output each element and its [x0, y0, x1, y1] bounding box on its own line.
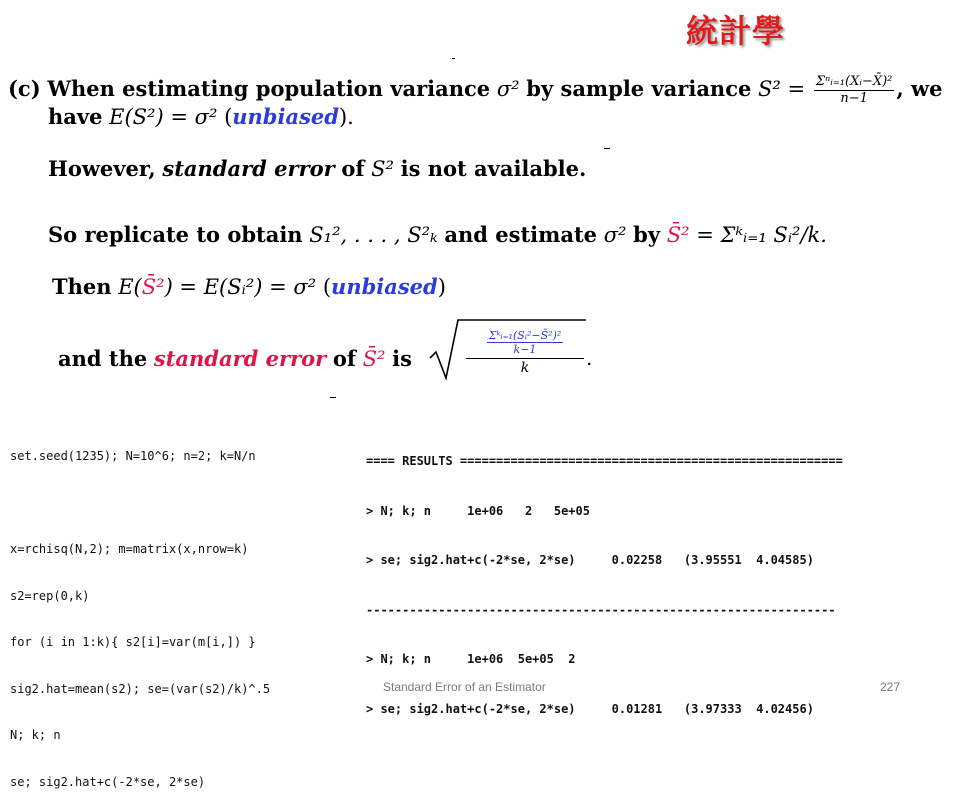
code-line: [10, 496, 270, 512]
of-word: of: [332, 346, 356, 371]
code-line: x=rchisq(N,2); m=matrix(x,nrow=k): [10, 542, 249, 556]
open-paren: (: [322, 275, 332, 299]
inner-numerator: Σᵏᵢ₌₁(Sᵢ²−S̄²)²: [488, 329, 562, 342]
equals: =: [787, 77, 806, 101]
results-line: ==== RESULTS =====================================================: [366, 454, 843, 468]
outer-denominator: k: [520, 360, 530, 376]
estimate-text: and estimate: [444, 222, 598, 247]
code-line: for (i in 1:k){ s2[i]=var(m[i,]) }: [10, 635, 256, 649]
slide-title: 統計學: [686, 12, 786, 50]
fraction-numerator: Σⁿᵢ₌₁(Xᵢ−X̄)²: [815, 74, 893, 89]
code-line: sig2.hat=mean(s2); se=(var(s2)/k)^.5: [10, 681, 271, 696]
then-word: Then: [52, 274, 112, 299]
period: .: [586, 346, 593, 370]
part-c-end: , we: [896, 76, 943, 101]
then-line: [52, 274, 446, 300]
results-line: > se; sig2.hat+c(-2*se, 2*se) 0.02258 (3.95551 4.04585): [366, 553, 814, 567]
sigma-squared: σ²: [603, 223, 627, 247]
divider-mark: [330, 397, 336, 398]
s-squared: S²: [371, 157, 394, 181]
close-paren: ): [437, 275, 446, 299]
part-c-line1: [8, 74, 942, 107]
divider-mark: [604, 148, 610, 149]
s-list: S₁², . . . , S²ₖ: [309, 223, 438, 247]
expectation-expr: E(S²) = σ²: [109, 105, 218, 129]
inner-denominator: k−1: [513, 343, 537, 356]
unbiased-label: unbiased: [232, 104, 339, 129]
standard-error-em: standard error: [162, 156, 335, 181]
code-line: N; k; n: [10, 728, 61, 742]
s-bar-squared: S̄²: [141, 275, 165, 299]
expectation-rest: ) = E(Sᵢ²) = σ²: [164, 275, 317, 299]
closing-paren: ).: [338, 105, 354, 129]
however-word: However,: [48, 156, 156, 181]
part-c-line2: have E(S²) = σ² (unbiased).: [48, 104, 354, 129]
replicate-text: So replicate to obtain: [48, 222, 303, 247]
results-line: > N; k; n 1e+06 5e+05 2: [366, 652, 576, 666]
expectation-open: E(: [118, 275, 142, 299]
s-bar-squared: S̄²: [666, 223, 690, 247]
part-c-text-mid: by sample variance: [526, 76, 752, 101]
standard-error-red: standard error: [153, 346, 327, 371]
sqrt-expression: [428, 316, 598, 382]
page-number: 227: [880, 680, 901, 694]
part-label: (c): [8, 76, 41, 101]
r-code-block: [10, 418, 270, 806]
code-line: set.seed(1235); N=10^6; n=2; k=N/n: [10, 449, 256, 463]
mean-formula: = Σᵏᵢ₌₁ Sᵢ²/k.: [696, 223, 827, 247]
part-c-text: When estimating population variance: [47, 76, 491, 101]
divider-mark: [452, 58, 455, 59]
of-word: of: [341, 156, 365, 181]
code-line: se; sig2.hat+c(-2*se, 2*se): [10, 774, 206, 789]
by-word: by: [633, 222, 661, 247]
sample-variance-fraction: [814, 74, 895, 107]
and-the-text: and the: [58, 346, 148, 371]
sigma-squared: σ²: [496, 77, 520, 101]
results-line: > se; sig2.hat+c(-2*se, 2*se) 0.01281 (3.97333 4.02456): [366, 701, 814, 716]
have-word: have: [48, 104, 103, 129]
not-available-text: is not available.: [400, 156, 587, 181]
s-bar-squared: S̄²: [362, 347, 386, 371]
s-squared: S²: [758, 77, 781, 101]
footer-title: Standard Error of an Estimator: [383, 680, 546, 694]
code-line: s2=rep(0,k): [10, 588, 90, 603]
unbiased-label: unbiased: [331, 274, 438, 299]
however-line: [48, 156, 586, 182]
fraction-denominator: n−1: [840, 91, 868, 106]
results-line: > N; k; n 1e+06 2 5e+05: [366, 503, 590, 518]
is-word: is: [392, 346, 412, 371]
standard-error-line: [58, 346, 412, 372]
results-line: -----------------------------------------------------------------: [366, 602, 836, 617]
replicate-line: [48, 222, 827, 248]
